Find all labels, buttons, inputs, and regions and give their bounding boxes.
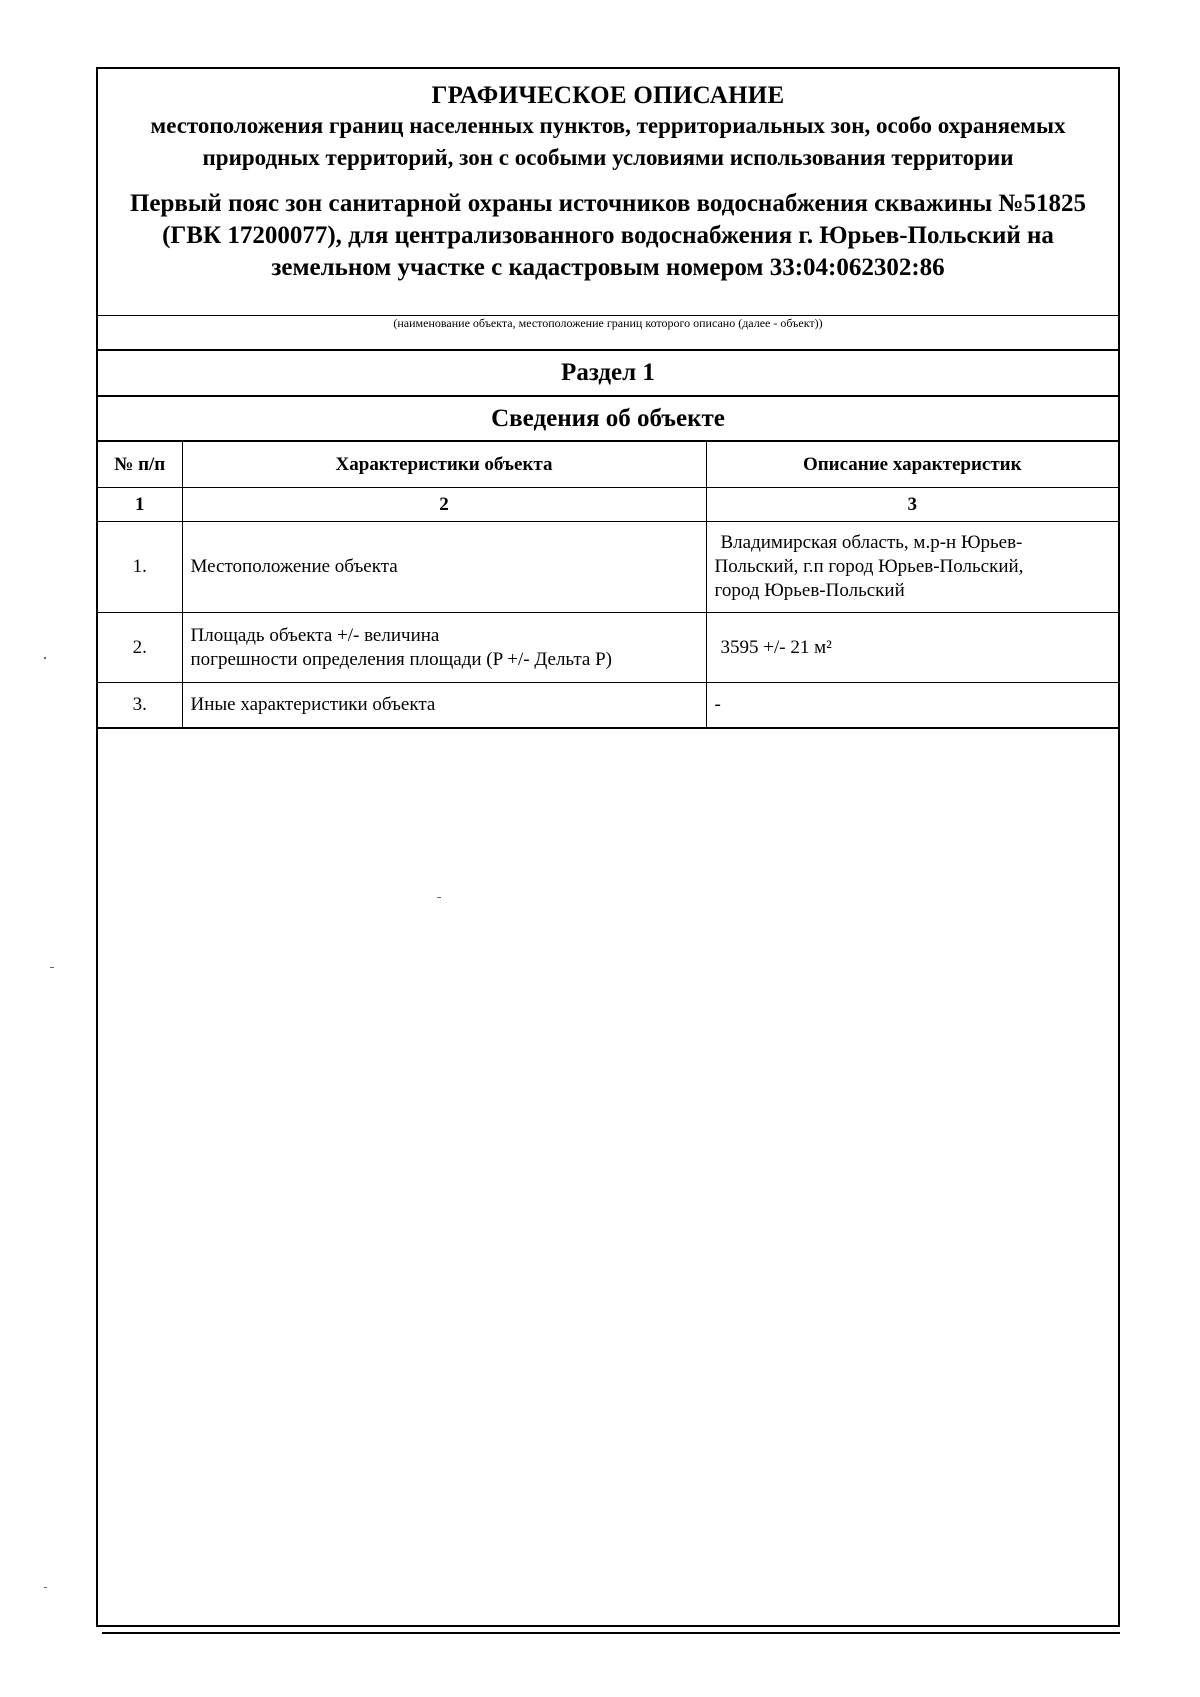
- scan-speck: [44, 657, 46, 659]
- row-number: 1.: [98, 522, 182, 613]
- bottom-rule: [102, 1632, 1120, 1634]
- table-row: [98, 522, 1118, 613]
- row-characteristic: [182, 613, 706, 683]
- description-line: Польский, г.п город Юрьев-Польский,: [714, 556, 1024, 577]
- scan-speck: [437, 897, 441, 898]
- row-characteristic: Иные характеристики объекта: [182, 683, 706, 729]
- index-cell-1: 1: [98, 488, 182, 522]
- table-row: [98, 613, 1118, 683]
- header-number: № п/п: [98, 441, 182, 488]
- characteristic-line: Площадь объекта +/- величина: [190, 624, 440, 646]
- object-name: Первый пояс зон санитарной охраны источников водоснабжения скважины №51825 (ГВК 17200077), для централизованного водоснабжения г. Юрьев-Польский на земельном участке с кадастровым номером 33:04:062302:86: [129, 190, 1087, 281]
- header-description: Описание характеристик: [706, 441, 1118, 488]
- area-value: 3595 +/- 21 м²: [720, 636, 832, 658]
- document-title: ГРАФИЧЕСКОЕ ОПИСАНИЕ: [431, 82, 785, 109]
- description-line: Владимирская область, м.р-н Юрьев-: [720, 532, 1023, 553]
- table-header-row: [98, 441, 1118, 488]
- characteristic-line: погрешности определения площади (P +/- Дельта P): [190, 648, 612, 670]
- scan-speck: [50, 967, 54, 968]
- document-frame: [96, 67, 1120, 1627]
- table-row: [98, 683, 1118, 729]
- row-description: [706, 613, 1118, 683]
- table-index-row: [98, 488, 1118, 522]
- object-info-table: [98, 440, 1118, 729]
- object-name-caption: (наименование объекта, местоположение границ которого описано (далее - объект)): [393, 316, 823, 330]
- scan-speck: [44, 1587, 47, 1588]
- document-header: [98, 69, 1118, 315]
- document-subtitle: местоположения границ населенных пунктов, территориальных зон, особо охраняемых природных территорий, зон с особыми условиями использования территории: [150, 113, 1066, 170]
- section-label: Раздел 1: [98, 349, 1118, 395]
- row-number: 2.: [98, 613, 182, 683]
- row-characteristic: Местоположение объекта: [182, 522, 706, 613]
- index-cell-2: 2: [182, 488, 706, 522]
- row-description: [706, 522, 1118, 613]
- index-cell-3: 3: [706, 488, 1118, 522]
- header-characteristic: Характеристики объекта: [182, 441, 706, 488]
- description-line: город Юрьев-Польский: [714, 580, 905, 601]
- row-description: -: [706, 683, 1118, 729]
- section-title: Сведения об объекте: [98, 395, 1118, 440]
- row-number: 3.: [98, 683, 182, 729]
